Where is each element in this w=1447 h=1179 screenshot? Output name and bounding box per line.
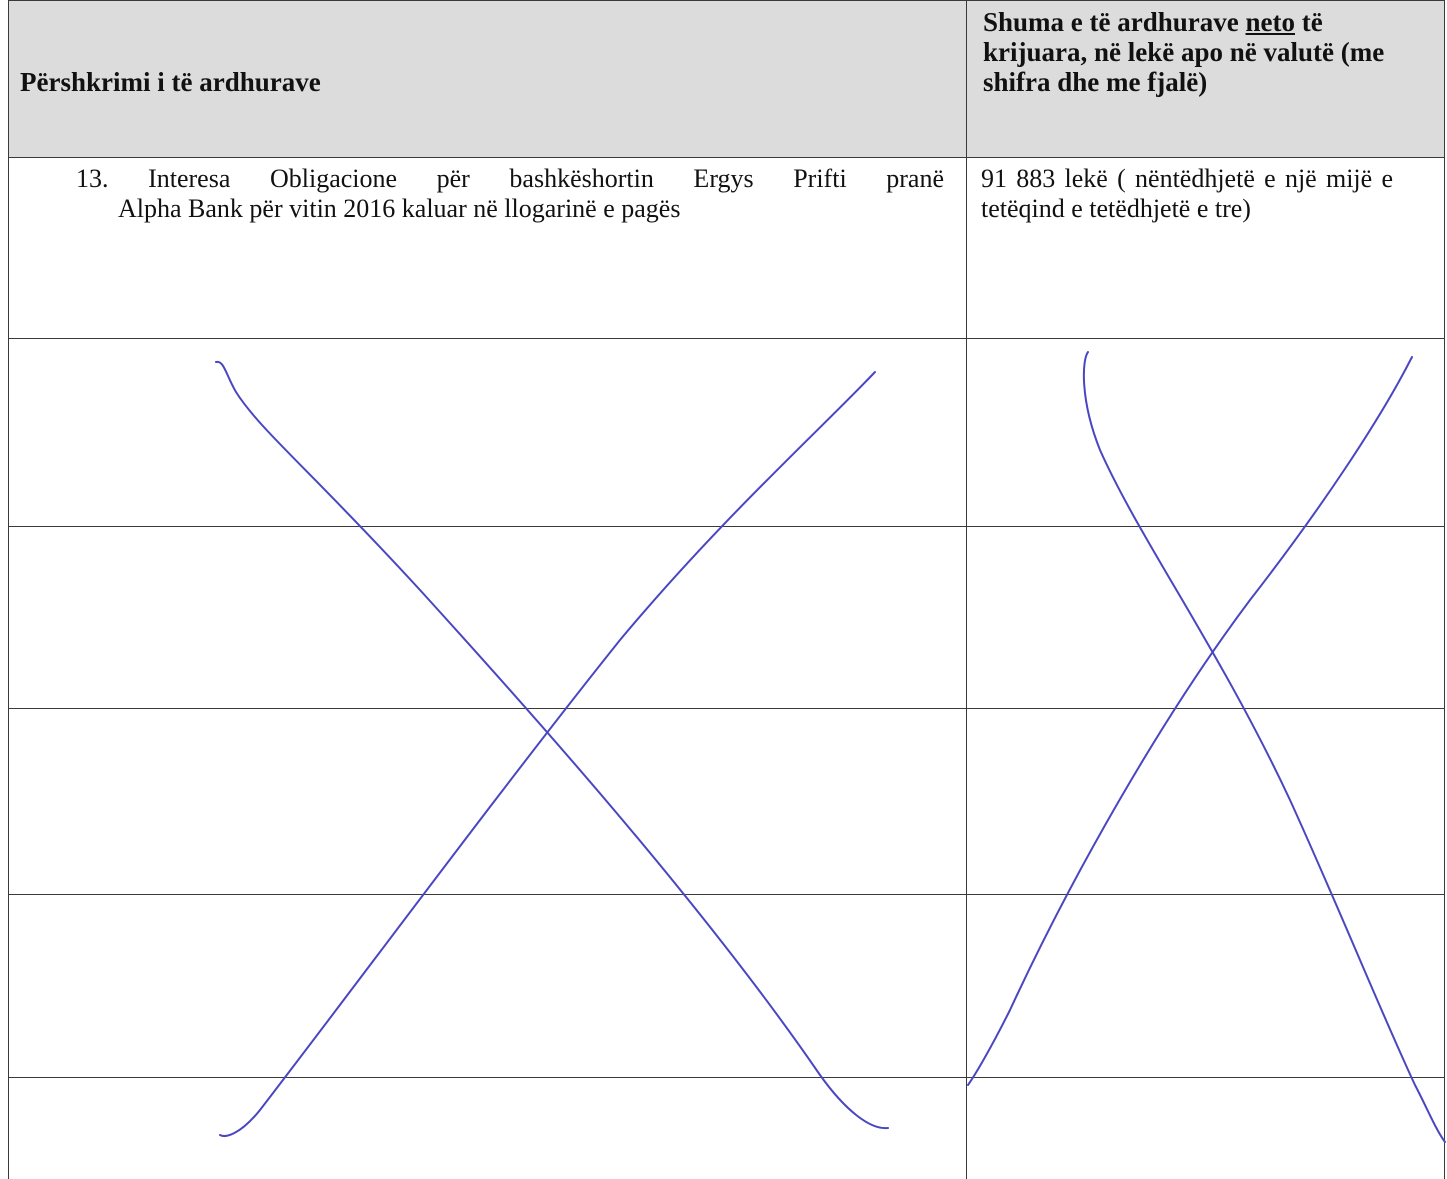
row-number: 13. xyxy=(76,164,109,193)
right-cross-stroke-up xyxy=(968,357,1412,1085)
amount-text: 91 883 lekë ( nëntëdhjetë e një mijë e tetëqind e tetëdhjetë e tre) xyxy=(981,164,1393,223)
amount-header-part1: Shuma e të ardhurave xyxy=(983,7,1246,37)
right-cross-stroke-down xyxy=(1084,352,1445,1142)
description-text-2: Alpha Bank për vitin 2016 kaluar në llogarinë e pagës xyxy=(118,194,681,223)
amount-header-underlined: neto xyxy=(1245,7,1295,37)
description-text-1: Interesa Obligacione për bashkëshortin Ergys Prifti pranë xyxy=(148,164,944,193)
left-cross-stroke-up xyxy=(220,372,875,1136)
left-cross-stroke-down xyxy=(216,362,888,1128)
description-header-label: Përshkrimi i të ardhurave xyxy=(20,67,321,97)
amount-header-part2: të krijuara, në lekë apo në valutë (me shifra dhe me fjalë) xyxy=(983,7,1385,97)
